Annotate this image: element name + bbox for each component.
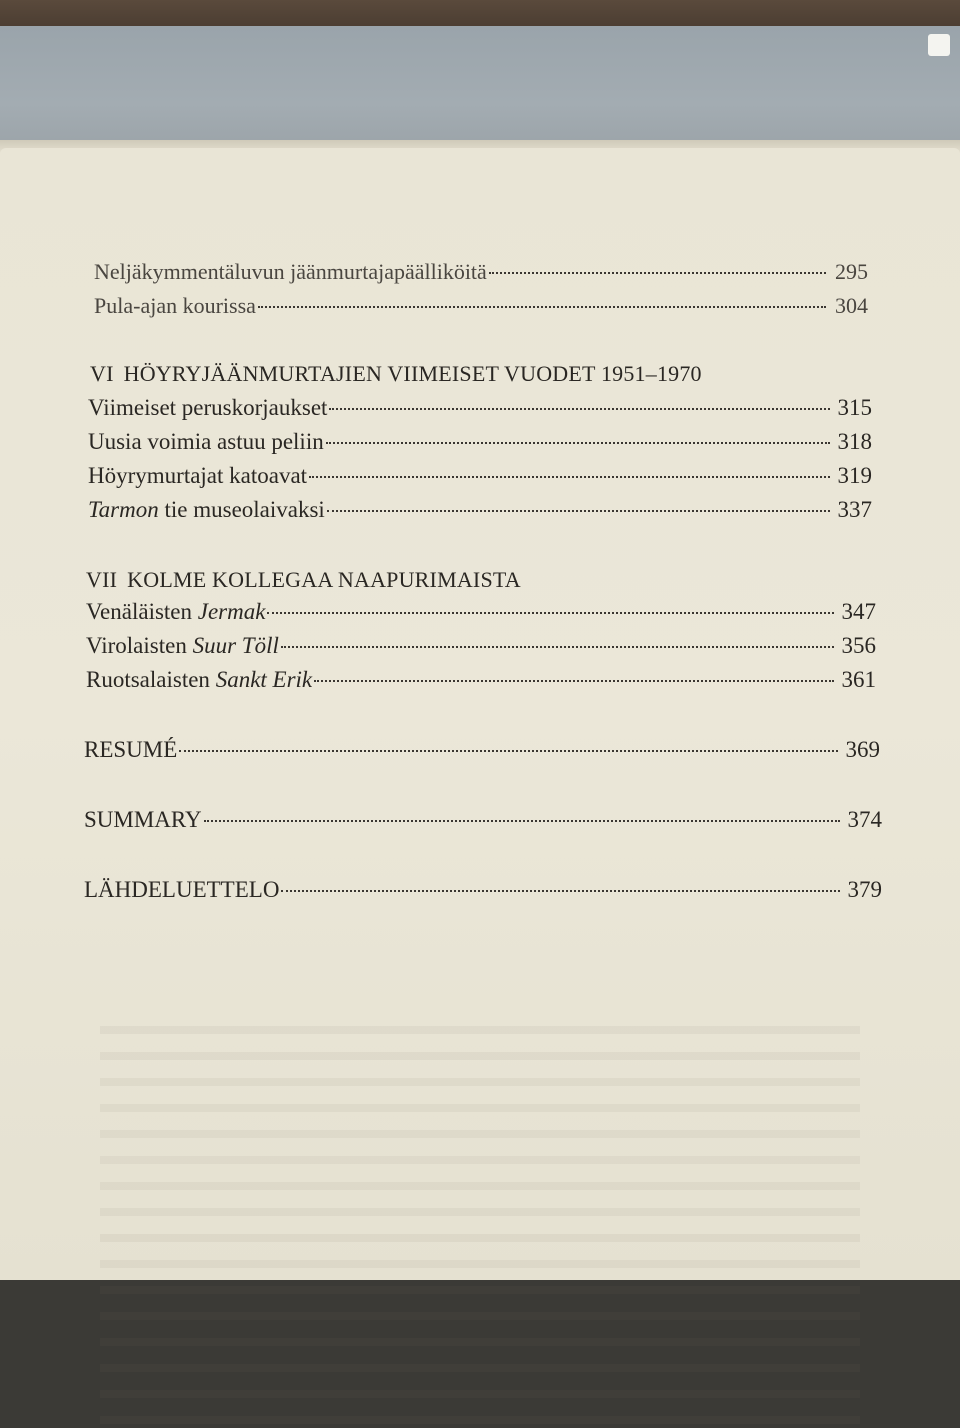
toc-page-number: 361 xyxy=(841,667,876,692)
toc-entry xyxy=(86,632,876,660)
toc-page-number: 337 xyxy=(837,497,872,522)
chapter-heading xyxy=(90,360,702,388)
toc-page-number: 369 xyxy=(845,737,880,762)
leader-dots xyxy=(281,890,839,892)
toc-entry-label xyxy=(86,666,312,694)
toc-entry xyxy=(88,394,872,422)
toc-page-number: 356 xyxy=(841,633,876,658)
leader-dots xyxy=(179,750,837,752)
leader-dots xyxy=(329,408,829,410)
leader-dots xyxy=(314,680,833,682)
toc-page-number: 374 xyxy=(847,807,882,832)
vessel-name: Sankt Erik xyxy=(215,667,313,692)
toc-entry-back-matter xyxy=(84,876,882,904)
toc-entry-label xyxy=(86,632,279,660)
leader-dots xyxy=(281,646,834,648)
toc-entry-label-rest: tie museolaivaksi xyxy=(158,497,325,522)
toc-entry-label: LÄHDELUETTELO xyxy=(84,877,280,902)
toc-entry-label: Viimeiset peruskorjaukset xyxy=(88,395,328,420)
toc-page-number: 315 xyxy=(837,395,872,420)
toc-entry-label-plain: Virolaisten xyxy=(86,633,193,658)
chapter-title: KOLME KOLLEGAA NAAPURIMAISTA xyxy=(127,567,521,592)
chapter-title: HÖYRYJÄÄNMURTAJIEN VIIMEISET VUODET 1951–1970 xyxy=(123,361,702,386)
leader-dots xyxy=(489,272,826,274)
leader-dots xyxy=(267,612,833,614)
toc-entry-label-plain: Venäläisten xyxy=(86,599,198,624)
toc-page-number: 319 xyxy=(837,463,872,488)
toc-entry-label: Neljäkymmentäluvun jäänmurtajapäälliköitä xyxy=(94,259,487,284)
leader-dots xyxy=(327,510,830,512)
vessel-name: Jermak xyxy=(197,599,266,624)
toc-entry xyxy=(88,462,872,490)
toc-entry xyxy=(94,292,868,320)
leader-dots xyxy=(309,476,829,478)
leader-dots xyxy=(326,442,830,444)
toc-entry-label: Pula-ajan kourissa xyxy=(94,293,256,318)
toc-entry-label: Höyrymurtajat katoavat xyxy=(88,463,308,488)
toc-entry-label: Uusia voimia astuu peliin xyxy=(88,429,324,454)
toc-page-number: 318 xyxy=(837,429,872,454)
toc-entry xyxy=(88,428,872,456)
toc-entry-label-plain: Ruotsalaisten xyxy=(86,667,216,692)
toc-entry-label: RESUMÉ xyxy=(84,737,178,762)
chapter-heading xyxy=(86,566,521,594)
toc-entry-label: SUMMARY xyxy=(84,807,202,832)
leader-dots xyxy=(258,306,826,308)
leader-dots xyxy=(204,820,840,822)
vessel-name: Suur Töll xyxy=(192,633,279,658)
toc-page-number: 347 xyxy=(841,599,876,624)
toc-entry-back-matter xyxy=(84,806,882,834)
chapter-number: VI xyxy=(90,361,114,386)
toc-entry-label xyxy=(88,496,325,524)
toc-entry xyxy=(88,496,872,524)
toc-entry xyxy=(86,598,876,626)
toc-entry xyxy=(94,258,868,286)
toc-entry xyxy=(86,666,876,694)
toc-page-number: 379 xyxy=(847,877,882,902)
toc-entry-back-matter xyxy=(84,736,880,764)
chapter-number: VII xyxy=(86,567,118,592)
vessel-name: Tarmon xyxy=(88,497,159,522)
toc-entry-label xyxy=(86,598,265,626)
toc-page-number: 304 xyxy=(835,293,868,318)
toc-page-number: 295 xyxy=(835,259,868,284)
